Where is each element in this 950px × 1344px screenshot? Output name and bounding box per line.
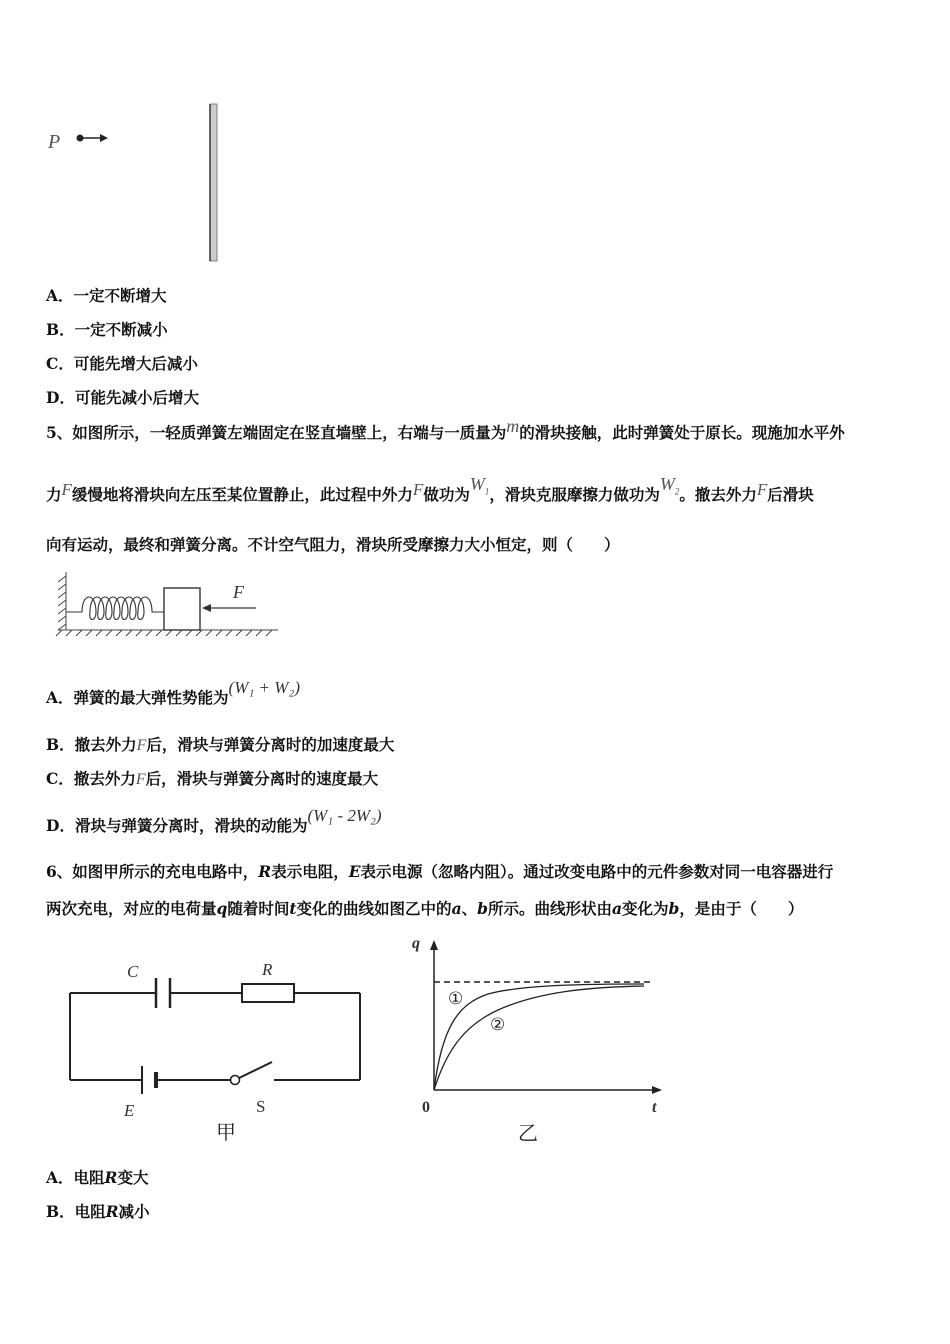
capacitor <box>156 978 170 1008</box>
q6-stem-line2: 两次充电，对应的电荷量q随着时间t变化的曲线如图乙中的a、b所示。曲线形状由a变化为b，是由于（ ） <box>46 899 804 918</box>
curve-1 <box>434 984 644 1090</box>
switch-lever <box>239 1062 272 1078</box>
x-axis-arrow <box>652 1086 662 1094</box>
switch-pivot <box>231 1076 240 1085</box>
label-e: E <box>124 1101 135 1120</box>
q5-stem-line1: 5、如图所示，一轻质弹簧左端固定在竖直墙壁上，右端与一质量为m的滑块接触，此时弹簧处于原长。现施加水平外 <box>46 416 845 442</box>
resistor <box>242 984 294 1002</box>
wall-figure-svg <box>40 98 240 268</box>
wall-hatch <box>58 572 66 630</box>
curve-1-label: ① <box>448 989 464 1008</box>
q5-stem-line2: 力F缓慢地将滑块向左压至某位置静止，此过程中外力F做功为$W_1$，滑块克服摩擦力做功为$W_2$。撤去外力F后滑块 <box>46 474 814 504</box>
ground-hatch <box>56 630 278 636</box>
velocity-arrowhead <box>100 134 108 142</box>
q6-stem-line1: 6、如图甲所示的充电电路中，R表示电阻，E表示电源（忽略内阻）。通过改变电路中的元件参数对同一电容器进行 <box>46 862 834 881</box>
circuit-caption: 甲 <box>216 1122 236 1144</box>
q4-option-d[interactable]: D．可能先减小后增大 <box>46 388 199 407</box>
q6-option-a[interactable]: A．电阻R变大 <box>46 1168 149 1187</box>
sliding-block <box>164 588 200 630</box>
vertical-wall <box>210 104 217 261</box>
q4-option-a[interactable]: A．一定不断增大 <box>46 286 167 305</box>
charge-graph-figure <box>408 932 670 1148</box>
q4-option-c[interactable]: C．可能先增大后减小 <box>46 354 198 373</box>
label-r: R <box>262 960 273 979</box>
charge-graph-svg <box>408 932 670 1148</box>
circuit-figure-svg <box>60 950 370 1145</box>
q5-option-a[interactable]: A．弹簧的最大弹性势能为(W₁ + W₂) <box>46 678 300 707</box>
q5-option-b[interactable]: B．撤去外力F后，滑块与弹簧分离时的加速度最大 <box>46 735 395 754</box>
q5-option-c[interactable]: C．撤去外力F后，滑块与弹簧分离时的速度最大 <box>46 769 379 788</box>
graph-caption: 乙 <box>518 1123 538 1145</box>
spring-figure-svg <box>52 568 284 640</box>
label-s: S <box>256 1097 266 1116</box>
curve-2 <box>434 986 644 1090</box>
force-arrowhead <box>202 604 211 612</box>
circuit-wires <box>70 993 360 1080</box>
spring-figure <box>52 568 284 640</box>
circuit-figure <box>60 950 370 1145</box>
curve-2-label: ② <box>490 1015 506 1034</box>
q6-option-b[interactable]: B．电阻R减小 <box>46 1202 150 1221</box>
battery <box>142 1066 156 1094</box>
force-label: F <box>233 582 244 602</box>
spring-coil <box>66 597 164 620</box>
t-axis-label: t <box>652 1099 657 1116</box>
origin-label: 0 <box>422 1099 430 1116</box>
q5-option-d[interactable]: D．滑块与弹簧分离时，滑块的动能为(W₁ - 2W₂) <box>46 806 382 835</box>
q5-stem-line3: 向有运动，最终和弹簧分离。不计空气阻力，滑块所受摩擦力大小恒定，则（ ） <box>46 535 620 554</box>
point-p-label: P <box>48 131 61 153</box>
y-axis-arrow <box>430 940 438 950</box>
q4-option-b[interactable]: B．一定不断减小 <box>46 320 168 339</box>
q-axis-label: q <box>412 935 420 952</box>
wall-figure <box>40 98 240 268</box>
label-c: C <box>127 962 139 981</box>
